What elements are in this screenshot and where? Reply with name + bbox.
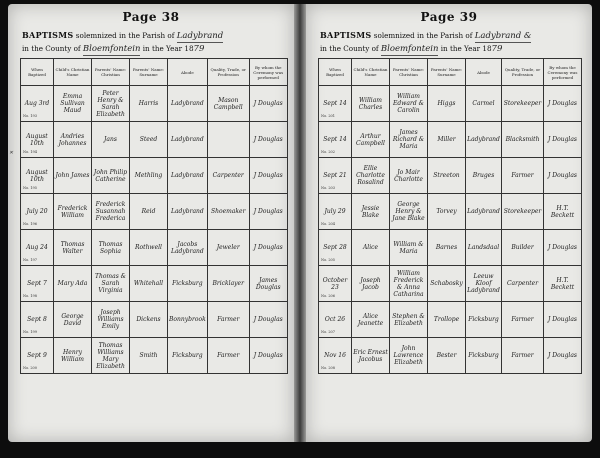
parents-christian-names: Thomas & Sarah Virginia (92, 266, 130, 302)
abode: Bruges (466, 158, 502, 194)
abode: Carmel (466, 86, 502, 122)
parish-name: Ladybrand & (474, 31, 532, 41)
date-cell (21, 338, 54, 374)
book-gutter (294, 4, 306, 442)
surname: Smith (130, 338, 168, 374)
page-number: Page 38 (122, 10, 180, 24)
surname: Whitehall (130, 266, 168, 302)
officiant: J Douglas (249, 86, 287, 122)
child-name: Frederick William (54, 194, 92, 230)
column-header: Parents' Name: Surname (130, 59, 168, 86)
column-header: Child's Christian Name (352, 59, 390, 86)
table-row (21, 266, 288, 302)
officiant: J Douglas (544, 302, 582, 338)
entry-number: No. 193 (23, 114, 38, 118)
table-row (319, 230, 582, 266)
parents-christian-names: Jo Mair Charlotte (390, 158, 428, 194)
parish-name: Ladybrand (176, 31, 224, 41)
entry-number: No. 205 (321, 258, 336, 262)
date-cell (21, 194, 54, 230)
abode: Landsdaal (466, 230, 502, 266)
surname: Schabosky (428, 266, 466, 302)
baptism-date: Aug 24 (26, 244, 48, 251)
surname: Torvey (428, 194, 466, 230)
child-name: Alice Jeanette (352, 302, 390, 338)
entry-number: No. 194 (23, 150, 38, 154)
parents-christian-names: Stephen & Elizabeth (390, 302, 428, 338)
entry-number: No. 195 (23, 186, 38, 190)
officiant: J Douglas (249, 194, 287, 230)
margin-note: ✕ (9, 150, 14, 156)
baptism-date: August 10th (26, 168, 48, 183)
officiant: J Douglas (249, 302, 287, 338)
officiant: J Douglas (544, 86, 582, 122)
date-cell (21, 158, 54, 194)
date-cell (319, 194, 352, 230)
table-header-row (319, 59, 582, 86)
surname: Barnes (428, 230, 466, 266)
heading-baptisms: BAPTISMS (320, 30, 372, 40)
register-heading (22, 30, 284, 56)
trade: Builder (502, 230, 544, 266)
child-name: Thomas Walter (54, 230, 92, 266)
baptism-date: Sept 14 (323, 100, 347, 107)
date-cell (21, 122, 54, 158)
officiant: J Douglas (544, 230, 582, 266)
table-row (21, 194, 288, 230)
parents-christian-names: John Lawrence Elizabeth (390, 338, 428, 374)
baptism-date: August 10th (26, 132, 48, 147)
child-name: Mary Ada (54, 266, 92, 302)
entry-number: No. 207 (321, 330, 336, 334)
date-cell (21, 86, 54, 122)
child-name: Arthur Campbell (352, 122, 390, 158)
date-cell (319, 86, 352, 122)
entry-number: No. 203 (321, 186, 336, 190)
left-page (8, 4, 294, 442)
surname: Dickens (130, 302, 168, 338)
baptism-register-table (20, 58, 288, 374)
abode: Ladybrand (168, 158, 208, 194)
column-header: When Baptized (319, 59, 352, 86)
parents-christian-names: Jans (92, 122, 130, 158)
column-header: Parents' Name: Christian (390, 59, 428, 86)
date-cell (21, 266, 54, 302)
date-cell (319, 266, 352, 302)
abode: Ladybrand (466, 194, 502, 230)
baptism-date: Nov 16 (324, 352, 346, 359)
child-name: William Charles (352, 86, 390, 122)
officiant: James Douglas (249, 266, 287, 302)
heading-parish-text: solemnized in the Parish of (373, 31, 473, 40)
parents-christian-names: Frederick Susannah Frederica (92, 194, 130, 230)
surname: Methling (130, 158, 168, 194)
parents-christian-names: William & Maria (390, 230, 428, 266)
baptism-date: Sept 7 (27, 280, 47, 287)
table-row (21, 230, 288, 266)
abode: Bonnybrook (168, 302, 208, 338)
year-value: 79 (193, 44, 205, 54)
surname: Steed (130, 122, 168, 158)
child-name: Emma Sullivan Maud (54, 86, 92, 122)
heading-baptisms: BAPTISMS (22, 30, 74, 40)
column-header: Child's Christian Name (54, 59, 92, 86)
column-header: Abode (466, 59, 502, 86)
trade: Mason Campbell (207, 86, 249, 122)
trade: Blacksmith (502, 122, 544, 158)
trade: Jeweler (207, 230, 249, 266)
entry-number: No. 196 (23, 222, 38, 226)
heading-year-text: in the Year 18 (142, 44, 194, 53)
register-book (8, 4, 592, 452)
trade: Farmer (207, 302, 249, 338)
column-header: Abode (168, 59, 208, 86)
officiant: J Douglas (249, 158, 287, 194)
county-name: Bloemfontein (82, 44, 141, 54)
officiant: J Douglas (544, 122, 582, 158)
trade: Carpenter (207, 158, 249, 194)
entry-number: No. 199 (23, 330, 38, 334)
trade: Bricklayer (207, 266, 249, 302)
abode: Ladybrand (168, 86, 208, 122)
trade: Shoemaker (207, 194, 249, 230)
surname: Reid (130, 194, 168, 230)
page-number: Page 39 (420, 10, 478, 24)
table-row (21, 86, 288, 122)
heading-county-text: in the County of (22, 44, 81, 53)
baptism-date: Sept 21 (323, 172, 347, 179)
child-name: Eric Ernest Jacobus (352, 338, 390, 374)
baptism-date: Sept 8 (27, 316, 47, 323)
surname: Harris (130, 86, 168, 122)
entry-number: No. 202 (321, 150, 336, 154)
surname: Streeton (428, 158, 466, 194)
trade: Storekeeper (502, 194, 544, 230)
parents-christian-names: William Edward & Carolin (390, 86, 428, 122)
heading-parish-text: solemnized in the Parish of (75, 31, 175, 40)
table-row (21, 302, 288, 338)
column-header: By whom the Ceremony was performed (544, 59, 582, 86)
child-name: Jessie Blake (352, 194, 390, 230)
entry-number: No. 204 (321, 222, 336, 226)
surname: Higgs (428, 86, 466, 122)
abode: Ladybrand (168, 194, 208, 230)
surname: Bester (428, 338, 466, 374)
date-cell (319, 338, 352, 374)
abode: Ficksburg (466, 302, 502, 338)
parents-christian-names: Joseph Williams Emily (92, 302, 130, 338)
officiant: J Douglas (249, 122, 287, 158)
surname: Trollope (428, 302, 466, 338)
entry-number: No. 208 (321, 366, 336, 370)
abode: Ficksburg (168, 338, 208, 374)
officiant: J Douglas (544, 338, 582, 374)
baptism-date: July 20 (26, 208, 48, 215)
trade: Farmer (502, 338, 544, 374)
column-header: By whom the Ceremony was performed (249, 59, 287, 86)
table-row (21, 158, 288, 194)
entry-number: No. 198 (23, 294, 38, 298)
parents-christian-names: James Richard & Maria (390, 122, 428, 158)
register-heading (320, 30, 582, 56)
baptism-register-table (318, 58, 582, 374)
officiant: H.T. Beckett (544, 266, 582, 302)
entry-number: No. 197 (23, 258, 38, 262)
baptism-date: Sept 28 (323, 244, 347, 251)
parents-christian-names: George Henry & Jane Blake (390, 194, 428, 230)
column-header: Parents' Name: Surname (428, 59, 466, 86)
trade (207, 122, 249, 158)
date-cell (319, 158, 352, 194)
column-header: Parents' Name: Christian (92, 59, 130, 86)
abode: Leeuw Kloof Ladybrand (466, 266, 502, 302)
heading-county-text: in the County of (320, 44, 379, 53)
parents-christian-names: John Philip Catherine (92, 158, 130, 194)
abode: Jacobs Ladybrand (168, 230, 208, 266)
officiant: H.T. Beckett (544, 194, 582, 230)
trade: Carpenter (502, 266, 544, 302)
table-row (319, 338, 582, 374)
date-cell (319, 302, 352, 338)
child-name: Alice (352, 230, 390, 266)
column-header: Quality, Trade, or Profession (502, 59, 544, 86)
baptism-date: Aug 3rd (24, 100, 50, 107)
abode: Ladybrand (466, 122, 502, 158)
parents-christian-names: Thomas Sophia (92, 230, 130, 266)
date-cell (21, 230, 54, 266)
child-name: John James (54, 158, 92, 194)
table-row (319, 86, 582, 122)
table-row (319, 266, 582, 302)
surname: Rothwell (130, 230, 168, 266)
parents-christian-names: Thomas Williams Mary Elizabeth (92, 338, 130, 374)
table-row (319, 194, 582, 230)
trade: Storekeeper (502, 86, 544, 122)
parents-christian-names: William Frederick & Anna Catharina (390, 266, 428, 302)
officiant: J Douglas (249, 338, 287, 374)
surname: Miller (428, 122, 466, 158)
child-name: Ellie Charlotte Rosalind (352, 158, 390, 194)
table-row (319, 302, 582, 338)
baptism-date: Sept 14 (323, 136, 347, 143)
trade: Farmer (207, 338, 249, 374)
baptism-date: July 29 (324, 208, 346, 215)
abode: Ficksburg (168, 266, 208, 302)
child-name: Henry William (54, 338, 92, 374)
child-name: Andries Johannes (54, 122, 92, 158)
parents-christian-names: Peter Henry & Sarah Elizabeth (92, 86, 130, 122)
date-cell (21, 302, 54, 338)
table-row (319, 122, 582, 158)
baptism-date: Sept 9 (27, 352, 47, 359)
county-name: Bloemfontein (380, 44, 439, 54)
right-page (306, 4, 592, 442)
officiant: J Douglas (544, 158, 582, 194)
column-header: Quality, Trade, or Profession (207, 59, 249, 86)
table-row (21, 122, 288, 158)
table-header-row (21, 59, 288, 86)
abode: Ficksburg (466, 338, 502, 374)
baptism-date: October 23 (322, 276, 348, 291)
trade: Farmer (502, 302, 544, 338)
date-cell (319, 122, 352, 158)
entry-number: No. 206 (321, 294, 336, 298)
trade: Farmer (502, 158, 544, 194)
year-value: 79 (491, 44, 503, 54)
heading-year-text: in the Year 18 (440, 44, 492, 53)
date-cell (319, 230, 352, 266)
table-row (21, 338, 288, 374)
baptism-date: Oct 26 (324, 316, 346, 323)
abode: Ladybrand (168, 122, 208, 158)
entry-number: No. 200 (23, 366, 38, 370)
column-header: When Baptized (21, 59, 54, 86)
officiant: J Douglas (249, 230, 287, 266)
table-row (319, 158, 582, 194)
entry-number: No. 201 (321, 114, 336, 118)
child-name: George David (54, 302, 92, 338)
child-name: Joseph Jacob (352, 266, 390, 302)
